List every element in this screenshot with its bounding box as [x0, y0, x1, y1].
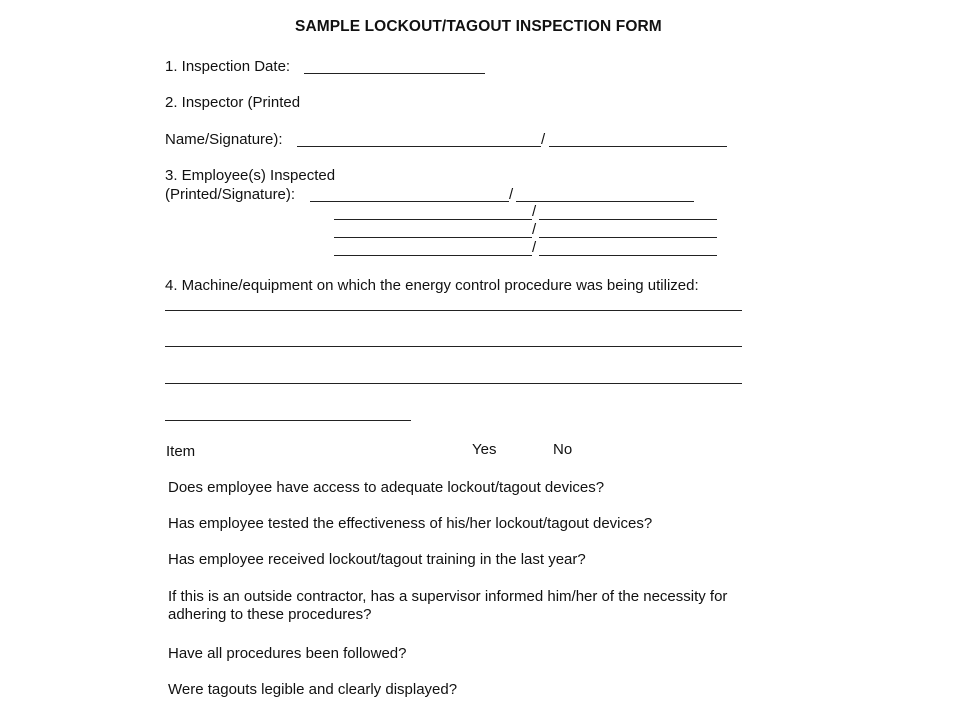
separator-slash: / — [532, 221, 537, 238]
employee-3-printed-field[interactable] — [334, 237, 532, 238]
employee-2-printed-field[interactable] — [334, 219, 532, 220]
question-contractor-line-2: adhering to these procedures? — [168, 606, 372, 623]
inspector-signature-field[interactable] — [549, 146, 727, 147]
separator-slash: / — [532, 239, 537, 256]
question-training: Has employee received lockout/tagout training in the last year? — [168, 551, 586, 568]
no-column-header: No — [553, 441, 573, 458]
separator-slash: / — [509, 186, 514, 203]
employees-printed-signature-label: (Printed/Signature): — [165, 186, 296, 203]
inspector-label: 2. Inspector (Printed — [165, 94, 301, 111]
employees-inspected-label: 3. Employee(s) Inspected — [165, 167, 336, 184]
inspection-date-label: 1. Inspection Date: — [165, 58, 291, 75]
machine-line-2[interactable] — [165, 346, 742, 347]
employee-1-printed-field[interactable] — [310, 201, 509, 202]
inspection-date-field[interactable] — [304, 73, 485, 74]
separator-slash: / — [541, 131, 546, 148]
machine-line-4[interactable] — [165, 420, 411, 421]
employee-4-signature-field[interactable] — [539, 255, 717, 256]
machine-equipment-label: 4. Machine/equipment on which the energy control procedure was being utilized: — [165, 277, 699, 294]
separator-slash: / — [532, 203, 537, 220]
question-contractor-line-1: If this is an outside contractor, has a supervisor informed him/her of the necessity for — [168, 588, 728, 605]
question-access-devices: Does employee have access to adequate lockout/tagout devices? — [168, 479, 605, 496]
question-tested-devices: Has employee tested the effectiveness of his/her lockout/tagout devices? — [168, 515, 653, 532]
machine-line-1[interactable] — [165, 310, 742, 311]
machine-line-3[interactable] — [165, 383, 742, 384]
inspector-name-signature-label: Name/Signature): — [165, 131, 283, 148]
item-column-header: Item — [166, 443, 196, 460]
employee-3-signature-field[interactable] — [539, 237, 717, 238]
inspector-printed-name-field[interactable] — [297, 146, 541, 147]
question-tagouts-legible: Were tagouts legible and clearly displayed? — [168, 681, 458, 698]
employee-4-printed-field[interactable] — [334, 255, 532, 256]
employee-1-signature-field[interactable] — [516, 201, 694, 202]
question-procedures-followed: Have all procedures been followed? — [168, 645, 407, 662]
employee-2-signature-field[interactable] — [539, 219, 717, 220]
yes-column-header: Yes — [472, 441, 497, 458]
form-title: SAMPLE LOCKOUT/TAGOUT INSPECTION FORM — [295, 18, 662, 35]
